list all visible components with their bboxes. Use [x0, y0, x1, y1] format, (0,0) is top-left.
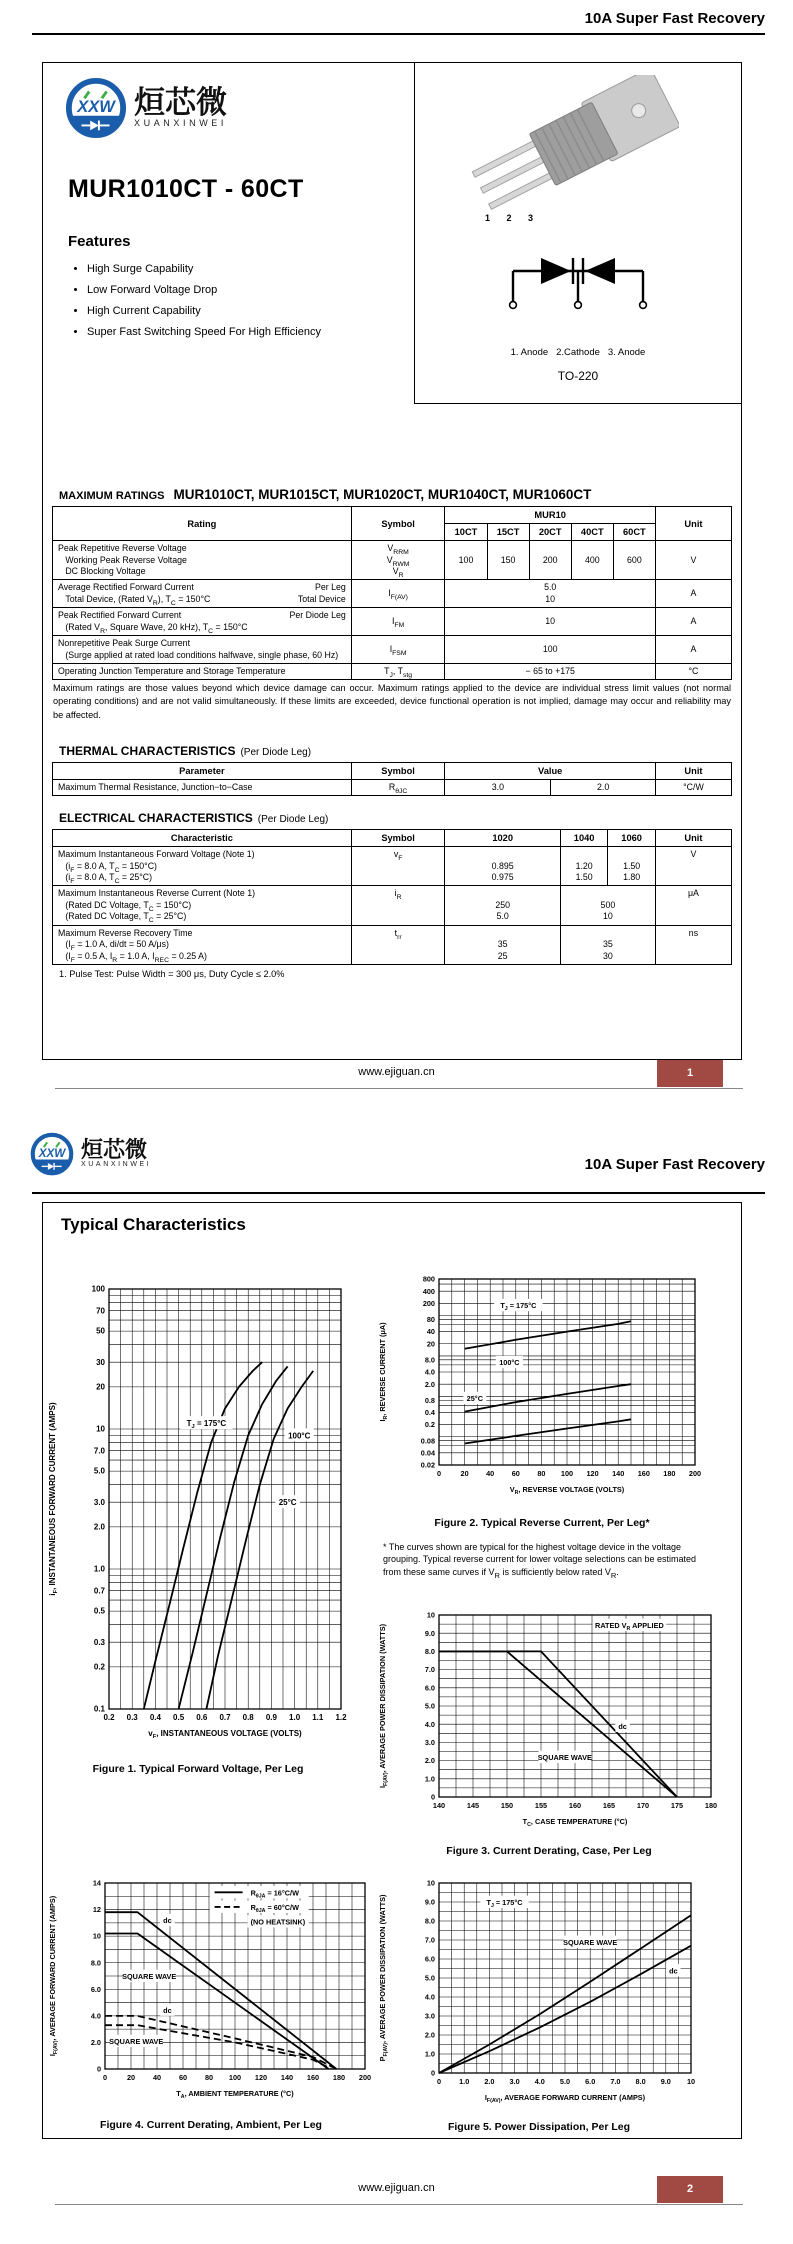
svg-text:0: 0 — [102, 2073, 108, 2082]
table-cell: 1.50 1.80 — [608, 847, 656, 886]
svg-text:SQUARE WAVE: SQUARE WAVE — [537, 1752, 592, 1762]
svg-text:2.0: 2.0 — [424, 1379, 435, 1389]
figure-2-chart — [375, 1259, 707, 1516]
table-cell: 150 — [487, 541, 529, 580]
svg-text:5.0: 5.0 — [424, 1701, 435, 1711]
table-cell: Maximum Instantaneous Forward Voltage (Note 1) ($i_F = 8.0$ A, $T_C = 150^\circ C$) ($i_F = 8.0$ A, $T_C = 25^\circ C$) — [53, 847, 352, 886]
table-cell: $I_{F(AV)}$ — [351, 580, 445, 608]
datasheet-page-2 — [0, 1122, 793, 2244]
svg-text:PF(AV), AVERAGE POWER DISSIPAT: $P_{F(AV)}$, AVERAGE POWER DISSIPATION (WATTS) — [378, 1894, 389, 2062]
svg-text:10: 10 — [96, 1424, 105, 1434]
svg-text:10: 10 — [686, 2077, 696, 2086]
svg-text:1.0: 1.0 — [424, 2049, 435, 2059]
svg-text:8.0: 8.0 — [424, 1916, 435, 1926]
svg-text:2.0: 2.0 — [424, 1756, 435, 1766]
svg-text:140: 140 — [432, 1801, 446, 1810]
table-cell: Unit — [655, 507, 731, 541]
content-box — [42, 62, 742, 1060]
svg-text:RATED VR APPLIED: RATED $V_R$ APPLIED — [595, 1621, 664, 1633]
svg-text:0.2: 0.2 — [103, 1713, 115, 1722]
svg-text:60: 60 — [178, 2073, 188, 2082]
svg-text:RθJA = 16°C/W: $R_{\theta JA} = 16^\circ C/W$ — [250, 1888, 299, 1900]
logo-mark-icon — [65, 77, 127, 139]
svg-text:dc: dc — [669, 1966, 678, 1976]
svg-text:8.0: 8.0 — [424, 1355, 435, 1365]
max-ratings-table — [51, 506, 733, 680]
svg-text:170: 170 — [636, 1801, 650, 1810]
svg-text:0: 0 — [436, 1469, 442, 1478]
figure-2-note: * The curves shown are typical for the highest voltage device in the voltage grouping. Typical reverse current for lower voltage selections can be estimated from these same curves if $V_R$ is sufficiently below rated $V_R$. — [383, 1542, 696, 1580]
svg-text:dc: dc — [618, 1722, 627, 1732]
feature-item: • Low Forward Voltage Drop — [87, 284, 321, 296]
table-cell: °C/W — [655, 779, 731, 795]
table-cell: Parameter — [53, 762, 352, 779]
svg-text:0.04: 0.04 — [420, 1448, 435, 1458]
svg-text:0.3: 0.3 — [126, 1713, 138, 1722]
table-cell: Symbol — [351, 830, 445, 847]
table-cell: Average Rectified Forward Current Total Device, (Rated $V_R$), $T_C = 150^\circ C$ Per Leg Total Device — [53, 580, 352, 608]
svg-text:9.0: 9.0 — [424, 1897, 435, 1907]
svg-text:6.0: 6.0 — [585, 2077, 596, 2086]
logo-mark-icon — [30, 1132, 74, 1176]
ratings-note: Maximum ratings are those values beyond which device damage can occur. Maximum ratings applied to the device are individual stress limit values (not normal operating conditions) and are not valid simultaneously. If these limits are exceeded, device functional operation is not implied, damage may occur and reliability may be affected. — [53, 683, 731, 720]
page-title: 10A Super Fast Recovery — [584, 1156, 765, 1173]
figure-1-chart — [45, 1261, 351, 1764]
table-cell: Unit — [655, 830, 731, 847]
svg-text:150: 150 — [500, 1801, 514, 1810]
table-cell: V — [655, 541, 731, 580]
figure-5-title: Figure 5. Power Dissipation, Per Leg — [447, 2121, 631, 2133]
svg-text:TC, CASE TEMPERATURE (°C): $T_C$, CASE TEMPERATURE (°C) — [522, 1817, 628, 1828]
features-heading: Features — [68, 233, 131, 250]
svg-text:800: 800 — [422, 1274, 435, 1284]
table-cell: Maximum Instantaneous Reverse Current (Note 1) (Rated DC Voltage, $T_C = 150^\circ C$) (Rated DC Voltage, $T_C = 25^\circ C$) — [53, 886, 352, 925]
svg-text:6.0: 6.0 — [90, 1984, 101, 1994]
svg-text:5.0: 5.0 — [559, 2077, 571, 2086]
svg-text:7.0: 7.0 — [610, 2077, 621, 2086]
chart-fig2-svg — [375, 1259, 707, 1511]
svg-text:VR, REVERSE VOLTAGE (VOLTS): $V_R$, REVERSE VOLTAGE (VOLTS) — [509, 1485, 625, 1496]
table-cell: 600 — [613, 541, 655, 580]
company-logo — [30, 1132, 151, 1176]
svg-text:10: 10 — [426, 1610, 435, 1620]
pulse-test-note: 1. Pulse Test: Pulse Width = 300 μs, Duty Cycle ≤ 2.0% — [59, 968, 285, 979]
svg-text:10: 10 — [92, 1931, 101, 1941]
electrical-heading — [59, 811, 733, 825]
figure-4-chart — [45, 1865, 375, 2122]
electrical-caption: ELECTRICAL CHARACTERISTICS — [59, 811, 253, 826]
svg-text:7.0: 7.0 — [424, 1935, 435, 1945]
svg-text:7.0: 7.0 — [424, 1665, 435, 1675]
svg-text:1.0: 1.0 — [459, 2077, 470, 2086]
table-cell: 250 5.0 — [445, 886, 560, 925]
svg-text:20: 20 — [126, 2073, 136, 2082]
svg-text:100: 100 — [91, 1284, 105, 1294]
svg-text:165: 165 — [602, 1801, 616, 1810]
svg-text:100: 100 — [560, 1469, 574, 1478]
logo-cn-text: 烜芯微 — [81, 1136, 148, 1162]
svg-text:70: 70 — [96, 1306, 105, 1316]
svg-text:20: 20 — [426, 1339, 435, 1349]
svg-text:iF, INSTANTANEOUS FORWARD CURR: $i_F$, INSTANTANEOUS FORWARD CURRENT (AMPS) — [48, 1402, 59, 1596]
svg-text:0.8: 0.8 — [424, 1395, 435, 1405]
svg-text:40: 40 — [486, 1469, 495, 1478]
feature-item: • Super Fast Switching Speed For High Efficiency — [87, 326, 321, 338]
svg-text:SQUARE WAVE: SQUARE WAVE — [563, 1937, 618, 1947]
table-cell: $I_{FM}$ — [351, 608, 445, 636]
svg-text:14: 14 — [92, 1878, 101, 1888]
table-cell: $v_F$ — [351, 847, 445, 886]
table-cell: 60CT — [613, 524, 655, 541]
svg-text:3.0: 3.0 — [509, 2077, 520, 2086]
table-cell: A — [655, 636, 731, 664]
typical-characteristics-box — [42, 1202, 742, 2139]
device-list: MUR1010CT, MUR1015CT, MUR1020CT, MUR1040CT, MUR1060CT — [173, 487, 592, 502]
table-cell: 0.895 0.975 — [445, 847, 560, 886]
svg-text:6.0: 6.0 — [424, 1683, 435, 1693]
svg-text:IF(AV), AVERAGE FORWARD CURREN: $I_{F(AV)}$, AVERAGE FORWARD CURRENT (AMPS) — [48, 1895, 59, 2057]
svg-text:50: 50 — [96, 1326, 105, 1336]
table-cell: − 65 to +175 — [445, 663, 655, 679]
table-cell: 5.0 10 — [445, 580, 655, 608]
table-cell: Peak Repetitive Reverse Voltage Working Peak Reverse Voltage DC Blocking Voltage — [53, 541, 352, 580]
svg-text:(NO HEATSINK): (NO HEATSINK) — [250, 1917, 306, 1927]
table-cell: 3.0 — [445, 779, 551, 795]
svg-text:8.0: 8.0 — [635, 2077, 646, 2086]
table-cell: $V_{RRM}$ $V_{RWM}$ $V_R$ — [351, 541, 445, 580]
table-cell: 10CT — [445, 524, 487, 541]
table-cell: $R_{\theta JC}$ — [351, 779, 445, 795]
table-cell: A — [655, 580, 731, 608]
header-divider — [32, 33, 765, 35]
svg-text:TJ = 175°C: $T_J = 175^\circ C$ — [500, 1301, 537, 1313]
table-cell: 2.0 — [551, 779, 656, 795]
dual-diode-symbol — [493, 255, 663, 317]
table-cell: 1.20 1.50 — [560, 847, 608, 886]
figure-3-title: Figure 3. Current Derating, Case, Per Leg — [446, 1845, 652, 1857]
svg-text:80: 80 — [537, 1469, 546, 1478]
svg-text:120: 120 — [254, 2073, 268, 2082]
svg-text:200: 200 — [358, 2073, 372, 2082]
electrical-suffix: (Per Diode Leg) — [257, 814, 329, 826]
figure-3-chart — [375, 1597, 721, 1848]
svg-text:4.0: 4.0 — [424, 1367, 435, 1377]
svg-text:25°C: 25°C — [466, 1394, 483, 1404]
svg-text:TA, AMBIENT TEMPERATURE (°C): $T_A$, AMBIENT TEMPERATURE (°C) — [176, 2089, 294, 2100]
table-cell: μA — [655, 886, 731, 925]
table-cell: 10 — [445, 608, 655, 636]
footer-url[interactable]: www.ejiguan.cn — [358, 2182, 435, 2194]
svg-text:180: 180 — [704, 1801, 718, 1810]
table-cell: 15CT — [487, 524, 529, 541]
svg-text:0.4: 0.4 — [149, 1713, 161, 1722]
max-ratings-heading — [59, 487, 733, 502]
svg-text:180: 180 — [332, 2073, 346, 2082]
svg-text:140: 140 — [612, 1469, 625, 1478]
pin-legend: 1. Anode 2.Cathode 3. Anode — [510, 347, 646, 358]
table-cell: ns — [655, 925, 731, 964]
svg-text:0.5: 0.5 — [93, 1606, 105, 1616]
table-cell: 20CT — [529, 524, 571, 541]
feature-item: • High Current Capability — [87, 305, 321, 317]
table-cell: V — [655, 847, 731, 886]
table-cell: Characteristic — [53, 830, 352, 847]
table-cell: Rating — [53, 507, 352, 541]
svg-text:IF(AV), AVERAGE FORWARD CURREN: $I_{F(AV)}$, AVERAGE FORWARD CURRENT (AMPS) — [484, 2093, 646, 2104]
svg-text:dc: dc — [163, 2005, 172, 2015]
tables-section — [51, 487, 733, 979]
table-cell: 35 30 — [560, 925, 655, 964]
features-list — [73, 263, 321, 347]
figure-4-title: Figure 4. Current Derating, Ambient, Per Leg — [100, 2119, 322, 2131]
table-cell: A — [655, 608, 731, 636]
svg-text:20: 20 — [96, 1382, 105, 1392]
table-cell: 100 — [445, 541, 487, 580]
svg-text:2.0: 2.0 — [93, 1522, 105, 1532]
svg-text:6.0: 6.0 — [424, 1954, 435, 1964]
svg-text:1.0: 1.0 — [93, 1564, 105, 1574]
table-cell: 500 10 — [560, 886, 655, 925]
svg-text:200: 200 — [688, 1469, 702, 1478]
svg-text:0.08: 0.08 — [420, 1436, 435, 1446]
svg-text:IR, REVERSE CURRENT (μA): $I_R$, REVERSE CURRENT (μA) — [378, 1322, 389, 1422]
svg-text:3.0: 3.0 — [424, 2011, 435, 2021]
logo-cn-text: 烜芯微 — [134, 84, 227, 120]
svg-text:155: 155 — [534, 1801, 548, 1810]
svg-text:4.0: 4.0 — [90, 2011, 101, 2021]
chart-fig5-svg — [375, 1865, 701, 2121]
section-title: Typical Characteristics — [61, 1215, 246, 1234]
svg-text:0.5: 0.5 — [173, 1713, 185, 1722]
svg-text:5.0: 5.0 — [424, 1973, 435, 1983]
feature-item: • High Surge Capability — [87, 263, 321, 275]
svg-text:400: 400 — [422, 1286, 435, 1296]
table-cell: $I_{FSM}$ — [351, 636, 445, 664]
svg-text:30: 30 — [96, 1357, 105, 1367]
svg-text:9.0: 9.0 — [660, 2077, 671, 2086]
footer-url[interactable]: www.ejiguan.cn — [358, 1066, 435, 1078]
svg-text:40: 40 — [152, 2073, 162, 2082]
table-cell: 100 — [445, 636, 655, 664]
page-title: 10A Super Fast Recovery — [584, 10, 765, 27]
svg-text:0.3: 0.3 — [93, 1637, 105, 1647]
table-cell: Value — [445, 762, 655, 779]
svg-text:1.0: 1.0 — [289, 1713, 301, 1722]
svg-text:10: 10 — [426, 1878, 435, 1888]
svg-text:100°C: 100°C — [288, 1431, 311, 1441]
table-cell: Unit — [655, 762, 731, 779]
table-cell: $t_{rr}$ — [351, 925, 445, 964]
thermal-caption: THERMAL CHARACTERISTICS — [59, 743, 236, 758]
electrical-table — [51, 829, 733, 965]
svg-text:40: 40 — [426, 1327, 435, 1337]
svg-text:1.1: 1.1 — [312, 1713, 324, 1722]
svg-text:145: 145 — [466, 1801, 480, 1810]
logo-text — [81, 1136, 152, 1170]
svg-text:0.6: 0.6 — [196, 1713, 208, 1722]
svg-text:0.9: 0.9 — [265, 1713, 277, 1722]
svg-text:4.0: 4.0 — [424, 1992, 435, 2002]
svg-text:60: 60 — [511, 1469, 520, 1478]
thermal-suffix: (Per Diode Leg) — [240, 746, 312, 758]
svg-text:0.1: 0.1 — [93, 1704, 105, 1714]
svg-text:TJ = 175°C: $T_J = 175^\circ C$ — [486, 1898, 523, 1909]
table-cell: Operating Junction Temperature and Storage Temperature — [53, 663, 352, 679]
svg-text:175: 175 — [670, 1801, 684, 1810]
chart-fig3-svg — [375, 1597, 721, 1843]
table-cell: Maximum Reverse Recovery Time ($I_F = 1.0$ A, di/dt = 50 A/μs) ($I_F = 0.5$ A, $I_R = 1.0$ A, $I_{REC} = 0.25$ A) — [53, 925, 352, 964]
company-logo — [65, 77, 227, 139]
svg-text:2.0: 2.0 — [484, 2077, 495, 2086]
logo-mark-text: XXW — [38, 1146, 66, 1160]
svg-text:20: 20 — [460, 1469, 469, 1478]
logo-en-text: XUANXINWEI — [134, 118, 228, 129]
svg-text:4.0: 4.0 — [534, 2077, 545, 2086]
svg-text:0.4: 0.4 — [424, 1408, 435, 1418]
svg-text:160: 160 — [637, 1469, 650, 1478]
product-title: MUR1010CT - 60CT — [68, 175, 304, 203]
table-cell: $T_J$, $T_{stg}$ — [351, 663, 445, 679]
footer-divider — [55, 2204, 743, 2205]
figure-5-chart — [375, 1865, 701, 2126]
table-cell: Symbol — [351, 762, 445, 779]
svg-text:160: 160 — [306, 2073, 320, 2082]
figure-1-title: Figure 1. Typical Forward Voltage, Per Leg — [92, 1763, 304, 1775]
figure-2-title: Figure 2. Typical Reverse Current, Per Leg* — [434, 1517, 650, 1529]
svg-text:0: 0 — [436, 2077, 442, 2086]
table-cell: Peak Rectified Forward Current (Rated $V_R$, Square Wave, 20 kHz), $T_C = 150^\circ C$ Per Diode Leg — [53, 608, 352, 636]
table-cell: $i_R$ — [351, 886, 445, 925]
thermal-heading — [59, 744, 733, 758]
package-panel — [414, 63, 741, 404]
table-cell: Nonrepetitive Peak Surge Current (Surge applied at rated load conditions halfwave, single phase, 60 Hz) — [53, 636, 352, 664]
table-cell: 1040 — [560, 830, 608, 847]
svg-text:0.8: 0.8 — [242, 1713, 254, 1722]
logo-mark-text: XXW — [77, 97, 115, 116]
svg-text:9.0: 9.0 — [424, 1628, 435, 1638]
table-cell: °C — [655, 663, 731, 679]
svg-text:IF(AV), AVERAGE POWER DISSIPAT: $I_{F(AV)}$, AVERAGE POWER DISSIPATION (WATTS) — [378, 1623, 389, 1789]
svg-text:SQUARE WAVE: SQUARE WAVE — [109, 2037, 164, 2047]
svg-text:TJ = 175°C: $T_J = 175^\circ C$ — [186, 1419, 227, 1431]
header-divider — [32, 1192, 765, 1194]
svg-text:7.0: 7.0 — [93, 1446, 105, 1456]
svg-text:8.0: 8.0 — [90, 1958, 101, 1968]
footer-divider — [55, 1088, 743, 1089]
table-cell: 1060 — [608, 830, 656, 847]
thermal-table — [51, 762, 733, 797]
svg-text:100°C: 100°C — [499, 1358, 520, 1368]
svg-text:180: 180 — [663, 1469, 676, 1478]
svg-text:3.0: 3.0 — [424, 1738, 435, 1747]
svg-text:25°C: 25°C — [278, 1498, 297, 1508]
svg-text:0.2: 0.2 — [93, 1662, 105, 1672]
chart-fig1-svg — [45, 1261, 351, 1759]
svg-text:200: 200 — [422, 1298, 435, 1308]
logo-text — [134, 84, 228, 129]
svg-text:0.7: 0.7 — [219, 1713, 231, 1722]
table-cell: MUR10 — [445, 507, 655, 524]
max-ratings-caption: MAXIMUM RATINGS — [59, 490, 165, 502]
chart-fig4-svg — [45, 1865, 375, 2117]
svg-text:1.0: 1.0 — [424, 1774, 435, 1784]
svg-text:80: 80 — [204, 2073, 214, 2082]
to220-package-image — [465, 75, 679, 225]
svg-text:5.0: 5.0 — [93, 1466, 105, 1476]
page-number-badge: 2 — [657, 2176, 723, 2203]
svg-text:120: 120 — [586, 1469, 599, 1478]
pin-numbers: 1 2 3 — [485, 213, 541, 223]
svg-text:0.2: 0.2 — [424, 1420, 435, 1430]
svg-text:12: 12 — [92, 1905, 101, 1915]
svg-text:100: 100 — [228, 2073, 242, 2082]
page-number-badge: 1 — [657, 1060, 723, 1087]
svg-text:8.0: 8.0 — [424, 1647, 435, 1656]
svg-text:2.0: 2.0 — [424, 2030, 435, 2040]
table-cell: 400 — [571, 541, 613, 580]
logo-en-text: XUANXINWEI — [81, 1161, 152, 1169]
svg-text:80: 80 — [426, 1315, 435, 1325]
table-cell: 200 — [529, 541, 571, 580]
svg-text:0: 0 — [96, 2064, 101, 2074]
svg-text:3.0: 3.0 — [93, 1497, 105, 1507]
svg-text:140: 140 — [280, 2073, 294, 2082]
table-cell: Symbol — [351, 507, 445, 541]
table-cell: Maximum Thermal Resistance, Junction−to−Case — [53, 779, 352, 795]
table-cell: 1020 — [445, 830, 560, 847]
table-cell: 40CT — [571, 524, 613, 541]
table-cell: 35 25 — [445, 925, 560, 964]
svg-text:0.7: 0.7 — [93, 1586, 105, 1596]
svg-text:SQUARE WAVE: SQUARE WAVE — [122, 1972, 177, 1981]
svg-text:0.02: 0.02 — [420, 1460, 435, 1470]
package-name: TO-220 — [557, 369, 599, 383]
svg-text:2.0: 2.0 — [90, 2038, 101, 2048]
svg-text:0: 0 — [430, 2068, 435, 2078]
svg-text:1.2: 1.2 — [335, 1713, 347, 1722]
svg-text:RθJA = 60°C/W: $R_{\theta JA} = 60^\circ C/W$ — [250, 1902, 299, 1914]
svg-text:4.0: 4.0 — [424, 1719, 435, 1729]
svg-text:160: 160 — [568, 1801, 582, 1810]
svg-text:dc: dc — [163, 1916, 172, 1926]
svg-text:vF, INSTANTANEOUS VOLTAGE (VOL: $v_F$, INSTANTANEOUS VOLTAGE (VOLTS) — [148, 1729, 302, 1740]
svg-text:0: 0 — [430, 1792, 435, 1802]
